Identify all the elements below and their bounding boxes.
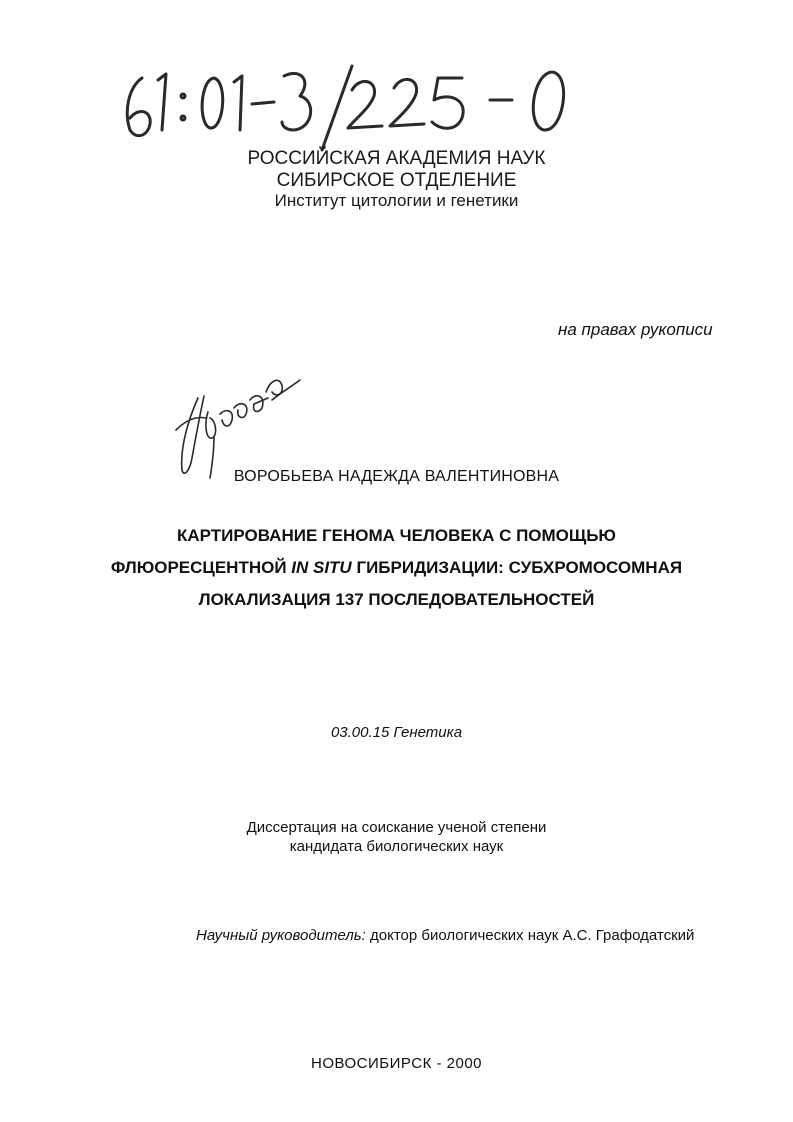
signature: [176, 380, 300, 478]
city-year: НОВОСИБИРСК - 2000: [310, 1055, 483, 1072]
title-line-1: КАРТИРОВАНИЕ ГЕНОМА ЧЕЛОВЕКА С ПОМОЩЬЮ: [177, 526, 616, 545]
rights-note: на правах рукописи: [558, 320, 713, 339]
title-line-2: ФЛЮОРЕСЦЕНТНОЙ IN SITU ГИБРИДИЗАЦИИ: СУБХРОМОСОМНАЯ: [110, 558, 683, 577]
title-line-3: ЛОКАЛИЗАЦИЯ 137 ПОСЛЕДОВАТЕЛЬНОСТЕЙ: [198, 590, 595, 609]
org-line-2: СИБИРСКОЕ ОТДЕЛЕНИЕ: [276, 170, 517, 191]
supervisor-value: доктор биологических наук А.С. Графодатский: [365, 927, 695, 944]
specialty-code: 03.00.15 Генетика: [330, 724, 463, 741]
degree-statement: [0, 818, 793, 856]
supervisor-label: Научный руководитель:: [196, 927, 366, 944]
author-name: ВОРОБЬЕВА НАДЕЖДА ВАЛЕНТИНОВНА: [233, 468, 560, 485]
supervisor: [196, 927, 694, 944]
degree-line-2: кандидата биологических наук: [289, 838, 504, 855]
dissertation-title: [0, 520, 793, 616]
degree-line-1: Диссертация на соискание ученой степени: [246, 819, 547, 836]
org-line-1: РОССИЙСКАЯ АКАДЕМИЯ НАУК: [247, 148, 546, 169]
institute-name: Институт цитологии и генетики: [274, 191, 519, 210]
